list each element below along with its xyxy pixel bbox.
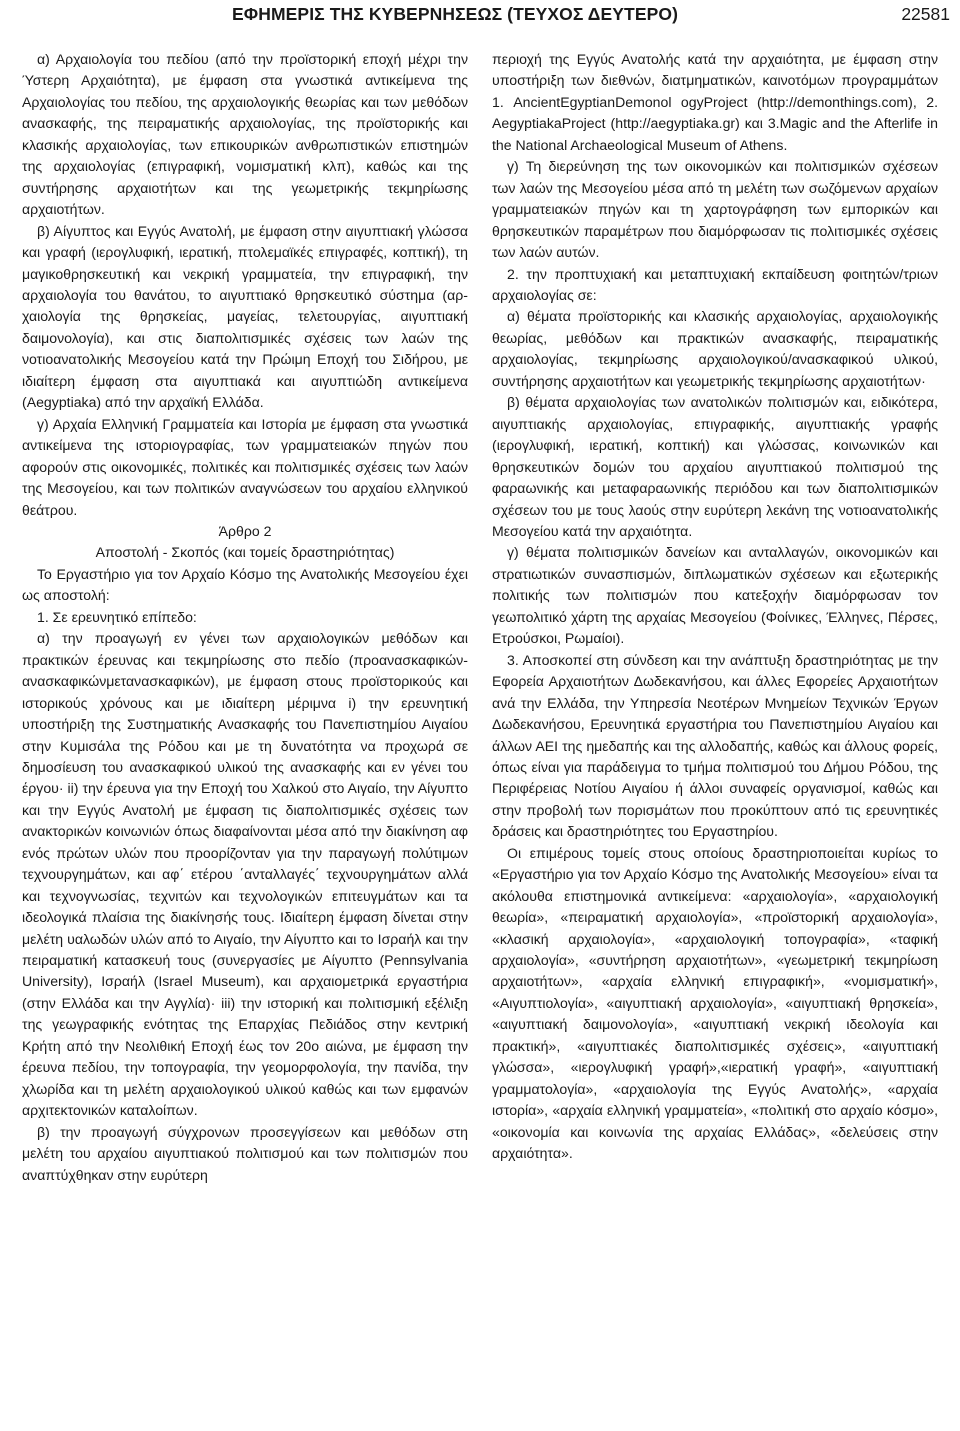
page-number: 22581 (901, 4, 950, 24)
paragraph-education-b: β) θέματα αρχαιολογίας των ανατολικών πολιτισμών και, ειδικότερα, αιγυπτιακής αρχαιολογίας, επιγραφικής, αιγυπτιακής γραφής (ιερογλυφική, ιερατική, κοπτική) και γλώσσας, κοινωνικών και θρησκευτικών δομών του αρχαίου αιγυπτιακού πολιτισμού της φαραωνικής και μεταφαραωνικής περιόδου και των διαπολιτισμικών σχέσεων του με τους λαούς στην ευρύτερη λεκάνη της νοτιοανατολικής Μεσογείου κατά την αρχαιότητα. (492, 394, 938, 539)
paragraph-research-b: β) την προαγωγή σύγχρονων προσεγγίσεων και μεθόδων στη μελέτη του αρχαίου αιγυπτιακού πολιτισμού και των πολιτισμών που αναπτύχθηκαν στην ευρύτερη (22, 1123, 468, 1183)
gazette-title: ΕΦΗΜΕΡΙΣ ΤΗΣ ΚΥΒΕΡΝΗΣΕΩΣ (ΤΕΥΧΟΣ ΔΕΥΤΕΡΟ) (232, 4, 679, 24)
left-column (22, 49, 468, 1186)
paragraph-research-level: 1. Σε ερευνητικό επίπεδο: (37, 608, 197, 625)
paragraph-field-literature: γ) Αρχαία Ελληνική Γραμματεία και Ιστορία με έμφαση στα γνωστικά αντικείμενα της ιστοριογραφίας, των γραμματειακών πηγών που αφορούν στις οικονομικές, πολιτικές και πολιτισμικές σχέσεις των λαών της Μεσογείου, και των πολιτικών αναγνώσεων του αρχαίου ελληνικού θεάτρου. (22, 415, 468, 518)
paragraph-mission: Το Εργαστήριο για τον Αρχαίο Κόσμο της Ανατολικής Μεσογείου έχει ως αποστολή: (22, 565, 468, 604)
article-subheading: Αποστολή - Σκοπός (και τομείς δραστηριότητας) (95, 544, 395, 561)
page-header (0, 0, 960, 30)
paragraph-field-archaeology: α) Αρχαιολογία του πεδίου (από την προϊστορική εποχή μέχρι την Ύστερη Αρχαιότητα), με έμφαση στα γνωστικά αντικείμενα της Αρχαιολογίας του πεδίου, της αρχαιολογικής θεωρίας και των μεθόδων ανασκαφής, της πειραματικής αρχαιολογίας, της προϊστορικής και κλασικής αρχαιολογίας, των επικουρικών ανθρωπιστικών επιστημών της αρχαιολογίας (επιγραφική, νομισματική κλπ), καθώς και της συντήρησης αρχαιοτήτων και της γεωμετρικής τεκμηρίωσης αρχαιοτήτων. (22, 51, 468, 218)
article-heading: Άρθρο 2 (218, 522, 272, 539)
paragraph-education: 2. την προπτυχιακή και μεταπτυχιακή εκπαίδευση φοιτητών/τριων αρχαιολογίας σε: (492, 265, 938, 303)
paragraph-education-c: γ) θέματα πολιτισμικών δανείων και ανταλλαγών, οικονομικών και στρατιωτικών συνασπισμών, διπλωματικών σχέσεων και εξωτερικής πολιτικής των πολιτισμών που κατεξοχήν διαμόρφωσαν τον γεωπολιτικό χάρτη της αρχαίας Μεσογείου (Φοίνικες, Έλληνες, Πέρσες, Ετρούσκοι, Ρωμαίοι). (492, 544, 938, 647)
paragraph-field-egypt: β) Αίγυπτος και Εγγύς Ανατολή, με έμφαση στην αιγυπτιακή γλώσσα και γραφή (ιερογλυφική, ιερατική, πτολεμαϊκές επιγραφές, κοπτική), τη μαγικοθρησκευτική και νεκρική γραμματεία, την επιγραφική, την αρχαιολογία του θανάτου, το αιγυπτιακό θρησκευτικό σύστημα (αρχαιολογία της θρησκείας, μαγείας, τελετουργίας, αιγυπτιακή δαιμονολογία), και στις διαπολιτισμικές σχέσεις των λαών της νοτιοανατολικής Μεσογείου κατά την Πρώιμη Εποχή του Σιδήρου, με ιδιαίτερη έμφαση στα αιγυπτιακά και αιγυπτιώδη αντικείμενα (Aegyptiaka) από την αρχαϊκή Ελλάδα. (22, 222, 468, 411)
right-column (492, 49, 938, 1165)
paragraph-education-a: α) θέματα προϊστορικής και κλασικής αρχαιολογίας, αρχαιολογικής θεωρίας, μεθόδων και πρακτικών ανασκαφής, πειραματικής αρχαιολογίας, τεκμηρίωσης αρχαιολογικού/ανασκαφικού υλικού, συντήρησης αρχαιοτήτων και γεωμετρικής τεκμηρίωσης αρχαιοτήτων· (492, 308, 938, 389)
paragraph-research-b-continued: περιοχή της Εγγύς Ανατολής κατά την αρχαιότητα, με έμφαση στην υποστήριξη των διεθνών, διατμηματικών, καινοτόμων προγραμμάτων 1. AncientEgyptianDemonol ogyProject (http://demonthings.com), 2. AegyptiakaProject (http://aegyptiaka.gr) και 3.Magic and the Afterlife in the National Archaeological Museum of Athens. (492, 51, 938, 153)
paragraph-research-a: α) την προαγωγή εν γένει των αρχαιολογικών μεθόδων και πρακτικών έρευνας και τεκμηρίωσης στο πεδίο (προανασκαφικώνανασκαφικώνμετανασκαφικών), με έμφαση στους προϊστορικούς και ιστορικούς χρόνους και με ιδιαίτερη μέριμνα i) την ερευνητική υποστήριξη της Συστηματικής Ανασκαφής του Πανεπιστημίου Αιγαίου στην Κυμισάλα της Ρόδου και με τη δυνατότητα να προχωρά σε δημοσίευση του ανασκαφικού υλικού της ανασκαφής και εν γένει του έργου· ii) την έρευνα για την Εποχή του Χαλκού στο Αιγαίο, την Αίγυπτο και την Εγγύς Ανατολή με έμφαση τις διαπολιτισμικές σχέσεις των ανακτορικών κοινωνιών όπως διαφαίνονται μέσα από την διακίνηση αφ ενός πρώτων υλών που προορίζονταν για την παραγωγή πολύτιμων τεχνουργημάτων, και αφ΄ ετέρου ΄ανταλλαγές΄ τεχνουργημάτων αλλά και τεχνογνωσίας, τεχνιτών και τεχνολογικών επιτευγμάτων και τα ιδεολογικά πλαίσια της διακίνησής τους. Ιδιαίτερη έμφαση δίνεται στην μελέτη υαλωδών υλών από το Αιγαίο, την Αίγυπτο και το Ισραήλ και την πειραματική κατασκευή τους (συνεργασίες με Αίγυπτο (Pennsylvania University), Ισραήλ (Israel Museum), και αρχαιομετρικά εργαστήρια (στην Ελλάδα και την Αγγλία)· iii) την ιστορική και πολιτισμική εξέλιξη της γεωγραφικής ενότητας της Επαρχίας Πεδιάδος στην κεντρική Κρήτη από την Νεολιθική Εποχή έως τον 20ο αιώνα, με έμφαση την έρευνα πεδίου, την τοπογραφία, την γεομορφολογία, την πανίδα, την χλωρίδα και τη μελέτη αρχαιολογικού υλικού καθώς και των εμφανών αρχιτεκτονικών καταλοίπων. (22, 630, 468, 1119)
paragraph-fields: Οι επιμέρους τομείς στους οποίους δραστηριοποιείται κυρίως το «Εργαστήριο για τον Αρχαίο Κόσμο της Ανατολικής Μεσογείου» είναι τα ακόλουθα επιστημονικά αντικείμενα: «αρχαιολογία», «αρχαιολογική θεωρία», «πειραματική αρχαιολογία», «προϊστορική αρχαιολογία», «κλασική αρχαιολογία», «αρχαιολογική τοπογραφία», «ταφική αρχαιολογία», «συντήρηση αρχαιοτήτων», «γεωμετρική τεκμηρίωση αρχαιοτήτων», «αρχαία ελληνική επιγραφική», «νομισματική», «Αιγυπτιολογία», «αιγυπτιακή αρχαιολογία», «αιγυπτιακή θρησκεία», «αιγυπτιακή δαιμονολογία», «αιγυπτιακή νεκρική ιδεολογία και πρακτική», «αιγυπτιακές διαπολιτισμικές σχέσεις», «αιγυπτιακή γλώσσα», «ιερογλυφική γραφή»,«ιερατική γραφή», «αιγυπτιακή γραμματολογία», «αρχαιολογία της Εγγύς Ανατολής», «αρχαία ιστορία», «αρχαία ελληνική γραμματεία», «πολιτική στο αρχαίο κόσμο», «οικονομία και κοινωνία της αρχαίας Ελλάδας», «δελεύσεις στην αρχαιότητα». (492, 844, 938, 1162)
paragraph-collaboration: 3. Αποσκοπεί στη σύνδεση και την ανάπτυξη δραστηριότητας με την Εφορεία Αρχαιοτήτων Δωδεκανήσου, και άλλες Εφορείες Αρχαιοτήτων ανά την Ελλάδα, την Υπηρεσία Νεοτέρων Μνημείων Τεχνικών Έργων Δωδεκανήσου, Ερευνητικά εργαστήρια του Πανεπιστημίου Αιγαίου και άλλων ΑΕΙ της ημεδαπής και της αλλοδαπής, καθώς και άλλους φορείς, όπως είναι για παράδειγμα το τμήμα πολιτισμού του Δήμου Ρόδου, της Περιφέρειας Νοτίου Αιγαίου ή άλλοι συναφείς οργανισμοί, καθώς και στην προβολή των πορισμάτων που προκύπτουν από τις ερευνητικές δράσεις και δραστηριότητες του Εργαστηρίου. (492, 651, 938, 840)
paragraph-research-c: γ) Τη διερεύνηση της των οικονομικών και πολιτισμικών σχέσεων των λαών της Μεσογείου μέσα από τη μελέτη των σωζόμενων αρχαίων γραμματειακών πηγών και τη χαρτογράφηση των εμπορικών και θρησκευτικών παραμέτρων που διαμόρφωσαν τις πολιτισμικές σχέσεις των λαών αυτών. (492, 158, 938, 261)
